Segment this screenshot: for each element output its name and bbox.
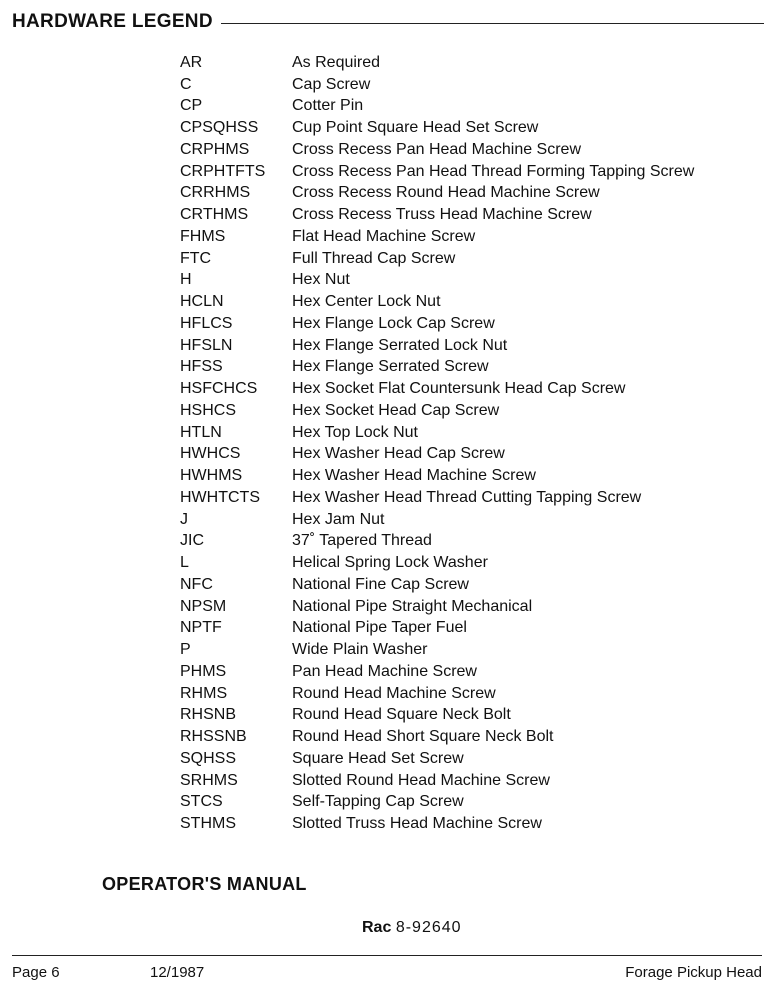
legend-meaning: 37˚ Tapered Thread [292,532,432,550]
title-rule [221,23,764,24]
legend-row [180,204,765,226]
legend-abbreviation: JIC [180,532,204,550]
legend-meaning: Cap Screw [292,75,371,93]
legend-row [180,378,765,400]
legend-meaning: Square Head Set Screw [292,749,464,767]
legend-abbreviation: HTLN [180,423,222,441]
legend-abbreviation: PHMS [180,662,227,680]
legend-abbreviation: CRRHMS [180,184,251,202]
legend-row [180,96,765,118]
legend-row [180,335,765,357]
legend-abbreviation: HWHCS [180,445,241,463]
legend-meaning: Slotted Truss Head Machine Screw [292,815,542,833]
legend-meaning: Hex Nut [292,271,350,289]
legend-abbreviation: P [180,641,191,659]
legend-header [12,9,764,35]
legend-meaning: Flat Head Machine Screw [292,227,476,245]
legend-meaning: National Pipe Straight Mechanical [292,597,533,615]
legend-row [180,465,765,487]
legend-meaning: Cup Point Square Head Set Screw [292,119,539,137]
legend-meaning: Round Head Square Neck Bolt [292,706,511,724]
legend-abbreviation: SRHMS [180,771,238,789]
legend-row [180,139,765,161]
legend-meaning: Pan Head Machine Screw [292,662,477,680]
legend-row [180,226,765,248]
legend-meaning: Hex Washer Head Cap Screw [292,445,505,463]
legend-row [180,270,765,292]
hardware-legend-list [180,52,765,835]
legend-meaning: Cross Recess Truss Head Machine Screw [292,206,592,224]
legend-abbreviation: NFC [180,575,213,593]
legend-meaning: Hex Jam Nut [292,510,385,528]
legend-row [180,357,765,379]
legend-abbreviation: HFSLN [180,336,233,354]
legend-meaning: National Fine Cap Screw [292,575,469,593]
legend-abbreviation: STCS [180,793,223,811]
legend-abbreviation: L [180,554,189,572]
legend-row [180,291,765,313]
legend-abbreviation: HSHCS [180,401,237,419]
legend-row [180,52,765,74]
legend-abbreviation: CRPHTFTS [180,162,266,180]
legend-abbreviation: HWHTCTS [180,488,260,506]
legend-row [180,509,765,531]
footer-page-number: Page 6 [12,964,60,981]
legend-meaning: Cotter Pin [292,97,364,115]
legend-abbreviation: J [180,510,188,528]
legend-row [180,770,765,792]
legend-abbreviation: AR [180,53,203,71]
legend-meaning: Cross Recess Pan Head Thread Forming Tapping Screw [292,162,695,180]
legend-meaning: As Required [292,53,381,71]
legend-row [180,705,765,727]
manual-title: OPERATOR'S MANUAL [102,874,307,894]
legend-abbreviation: FHMS [180,227,226,245]
legend-abbreviation: RHSSNB [180,728,247,746]
legend-abbreviation: FTC [180,249,212,267]
legend-meaning: Full Thread Cap Screw [292,249,456,267]
legend-row [180,248,765,270]
legend-abbreviation: HFSS [180,358,223,376]
legend-row [180,422,765,444]
legend-meaning: Helical Spring Lock Washer [292,554,488,572]
legend-meaning: Hex Top Lock Nut [292,423,418,441]
legend-abbreviation: CP [180,97,203,115]
legend-row [180,618,765,640]
document-number-prefix: Rac [362,919,392,936]
legend-row [180,813,765,835]
legend-abbreviation: C [180,75,192,93]
legend-meaning: Slotted Round Head Machine Screw [292,771,550,789]
legend-abbreviation: SQHSS [180,749,237,767]
legend-row [180,748,765,770]
legend-row [180,726,765,748]
legend-meaning: Wide Plain Washer [292,641,428,659]
document-number-code: 8-92640 [395,919,462,936]
legend-meaning: Cross Recess Round Head Machine Screw [292,184,600,202]
legend-row [180,574,765,596]
legend-meaning: Hex Flange Serrated Screw [292,358,489,376]
legend-abbreviation: NPTF [180,619,222,637]
legend-row [180,117,765,139]
page-title: HARDWARE LEGEND [12,11,213,32]
legend-abbreviation: HSFCHCS [180,380,258,398]
legend-row [180,400,765,422]
legend-row [180,74,765,96]
legend-meaning: National Pipe Taper Fuel [292,619,467,637]
legend-abbreviation: CRTHMS [180,206,249,224]
legend-row [180,596,765,618]
legend-meaning: Hex Flange Serrated Lock Nut [292,336,508,354]
legend-abbreviation: CRPHMS [180,140,250,158]
legend-row [180,661,765,683]
legend-meaning: Hex Socket Head Cap Screw [292,401,500,419]
document-number [362,919,462,937]
legend-row [180,161,765,183]
legend-meaning: Round Head Machine Screw [292,684,496,702]
legend-meaning: Hex Washer Head Machine Screw [292,467,536,485]
legend-row [180,313,765,335]
legend-meaning: Self-Tapping Cap Screw [292,793,464,811]
legend-row [180,552,765,574]
footer-rule [12,955,762,956]
legend-meaning: Hex Washer Head Thread Cutting Tapping Screw [292,488,642,506]
legend-abbreviation: RHMS [180,684,228,702]
legend-meaning: Hex Socket Flat Countersunk Head Cap Screw [292,380,626,398]
legend-abbreviation: CPSQHSS [180,119,259,137]
legend-row [180,683,765,705]
legend-abbreviation: HWHMS [180,467,243,485]
legend-row [180,183,765,205]
legend-row [180,639,765,661]
legend-meaning: Cross Recess Pan Head Machine Screw [292,140,582,158]
footer-product-name: Forage Pickup Head [625,964,762,981]
legend-row [180,792,765,814]
legend-abbreviation: H [180,271,192,289]
legend-row [180,531,765,553]
legend-row [180,487,765,509]
legend-abbreviation: RHSNB [180,706,237,724]
legend-meaning: Hex Flange Lock Cap Screw [292,314,495,332]
legend-abbreviation: STHMS [180,815,236,833]
legend-row [180,444,765,466]
legend-meaning: Round Head Short Square Neck Bolt [292,728,554,746]
legend-abbreviation: HCLN [180,293,224,311]
legend-abbreviation: HFLCS [180,314,233,332]
legend-meaning: Hex Center Lock Nut [292,293,441,311]
legend-abbreviation: NPSM [180,597,227,615]
footer-date: 12/1987 [150,964,205,981]
